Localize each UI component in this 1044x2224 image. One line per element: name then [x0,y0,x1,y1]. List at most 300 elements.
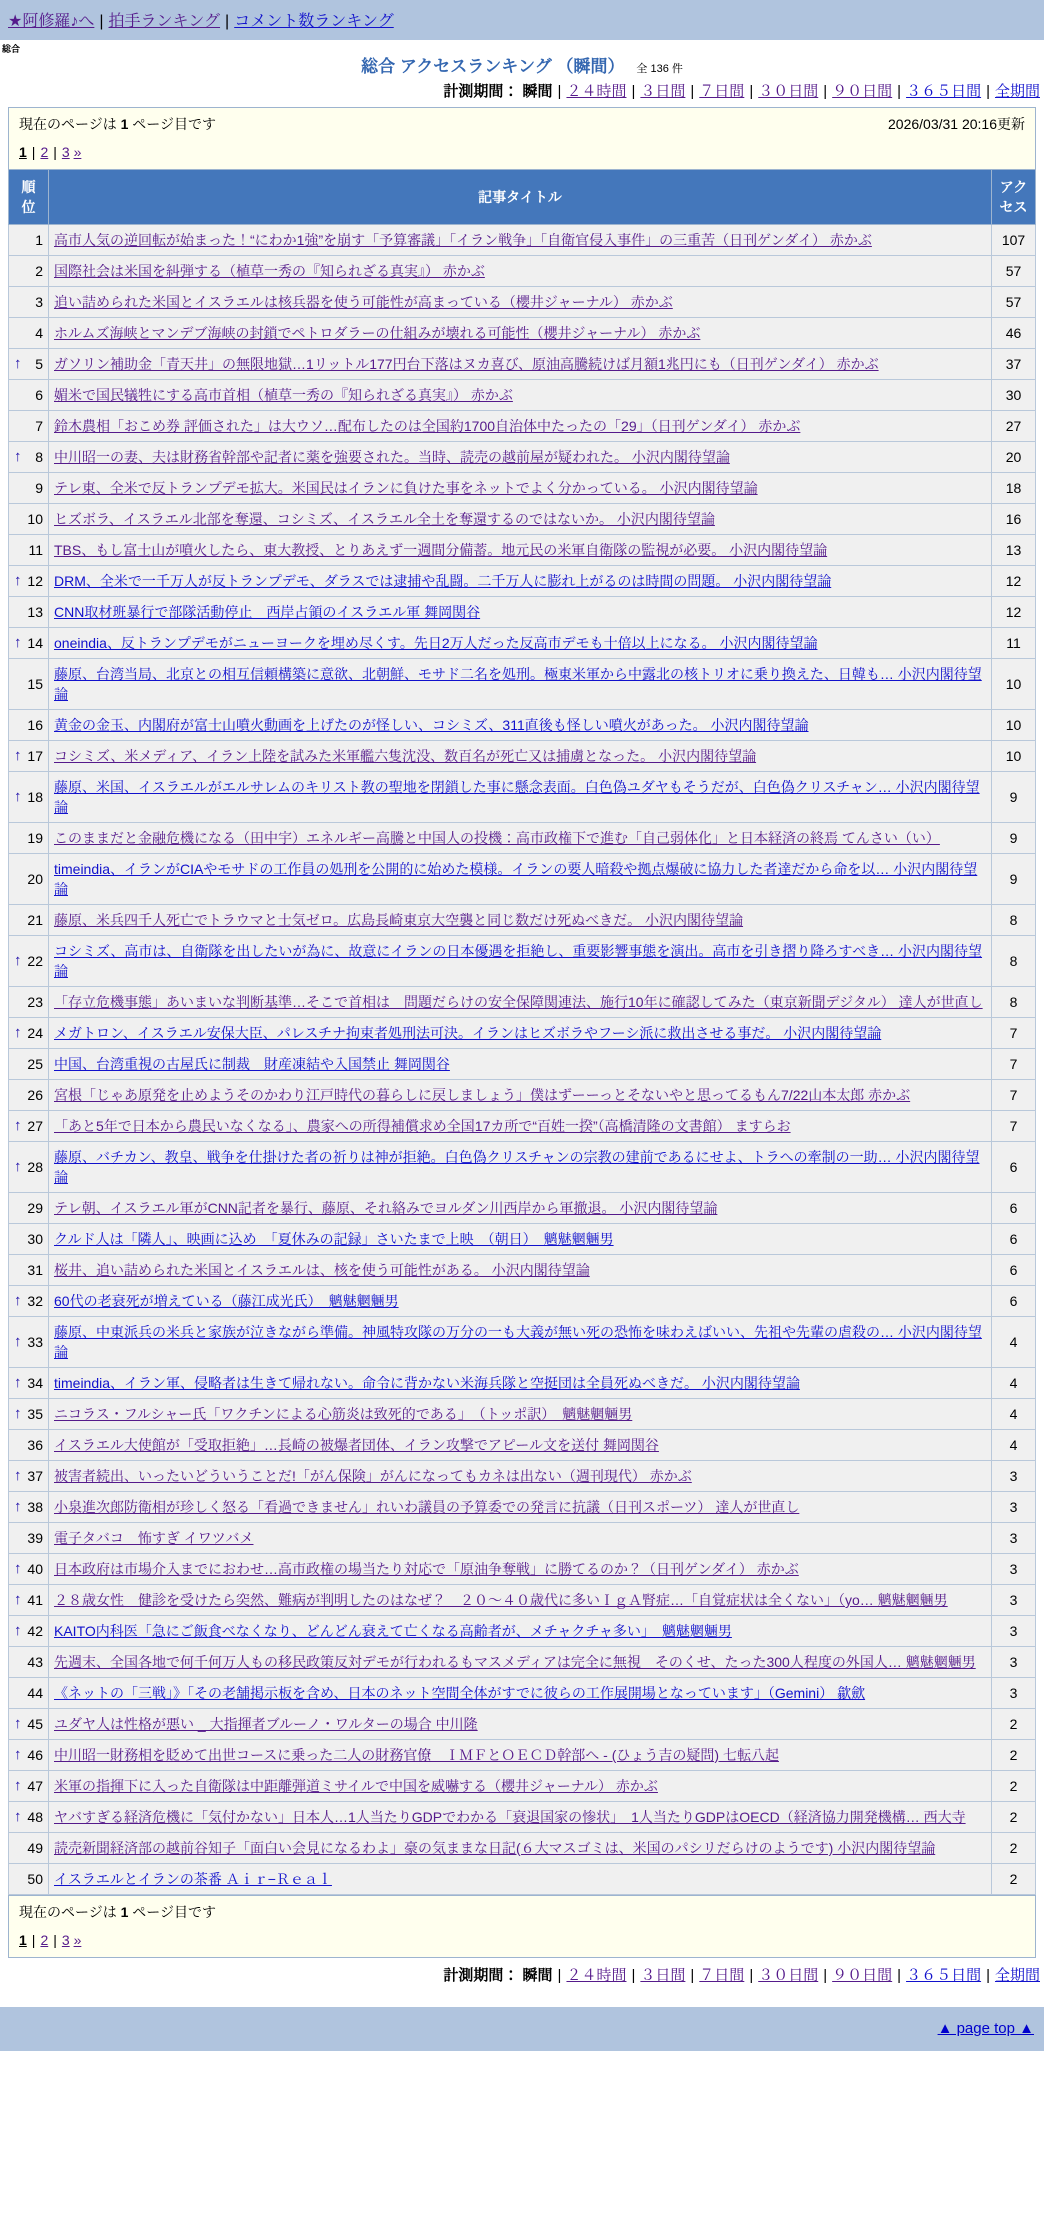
pagination-current-page[interactable]: 1 [19,144,27,160]
access-count: 2 [992,1833,1036,1864]
article-link[interactable]: ホルムズ海峡とマンデブ海峡の封鎖でペトロダラーの仕組みが壊れる可能性（櫻井ジャーナル） 赤かぶ [54,325,701,341]
table-row [9,1317,1036,1368]
table-row [9,1368,1036,1399]
access-count: 7 [992,1080,1036,1111]
article-link[interactable]: コシミズ、高市は、自衛隊を出したいが為に、故意にイランの日本優遇を拒絶し、重要影響事態を演出。高市を引き摺り降ろすべき… 小沢内閣待望論 [54,943,983,979]
article-link[interactable]: 小泉進次郎防衛相が珍しく怒る「看過できません」れいわ議員の予算委での発言に抗議（日刊スポーツ） 達人が世直し [54,1499,800,1515]
period-nav-top [0,79,1044,107]
table-row [9,659,1036,710]
table-row [9,628,1036,659]
article-title-cell [49,504,992,535]
access-count: 3 [992,1678,1036,1709]
rank-up-icon: ↑ [14,1560,22,1577]
article-link[interactable]: 藤原、米兵四千人死亡でトラウマと士気ゼロ。広島長崎東京大空襲と同じ数だけ死ぬべきだ。 小沢内閣待望論 [54,912,744,928]
rank-cell [9,854,49,905]
current-page-text: 現在のページは 1 ページ目です [19,116,217,132]
rank-number: 9 [35,480,43,496]
rank-up-icon: ↑ [14,1715,22,1732]
table-row [9,1523,1036,1554]
article-title-cell [49,905,992,936]
article-link[interactable]: 《ネットの「三戦」》「その老舗掲示板を含め、日本のネット空間全体がすでに彼らの工作展開場となっています」（Gemini） 歙歛 [54,1685,866,1701]
separator: | [225,13,230,30]
article-link[interactable]: 宮根「じゃあ原発を止めようそのかわり江戸時代の暮らしに戻しましょう」僕はずーーっとそないやと思ってるもん7/22山本太郎 赤かぶ [54,1087,911,1103]
rank-up-icon: ↑ [14,1777,22,1794]
page-info-box-bottom [8,1895,1036,1958]
rank-cell [9,1018,49,1049]
rank-cell [9,1616,49,1647]
rank-number: 34 [27,1375,43,1391]
article-title-cell [49,442,992,473]
period-link[interactable]: ７日間 [699,83,745,100]
article-title-cell [49,1492,992,1523]
rank-cell [9,987,49,1018]
title-column-header: 記事タイトル [49,170,992,225]
rank-number: 12 [27,573,43,589]
separator: | [897,1967,902,1984]
rank-cell [9,566,49,597]
article-link[interactable]: 藤原、米国、イスラエルがエルサレムのキリスト教の聖地を閉鎖した事に懸念表面。白色偽ユダヤもそうだが、白色偽クリスチャン… 小沢内閣待望論 [54,779,980,815]
rank-cell [9,535,49,566]
period-link[interactable]: ２４時間 [566,1967,627,1984]
rank-number: 45 [27,1716,43,1732]
access-count: 3 [992,1616,1036,1647]
article-link[interactable]: 藤原、台湾当局、北京との相互信頼構築に意欲、北朝鮮、モサド二名を処刑。極東米軍から中露北の核トリオに乗り換えた、日韓も… 小沢内閣待望論 [54,666,982,702]
page-info-box-top [8,107,1036,170]
access-count: 9 [992,772,1036,823]
period-link[interactable]: ３０日間 [758,1967,819,1984]
rank-cell [9,772,49,823]
pagination-page-link[interactable]: 2 [40,144,49,160]
article-link[interactable]: イスラエルとイランの茶番 Ａｉｒ−Ｒｅａｌ [54,1871,332,1887]
article-title-cell [49,1368,992,1399]
period-link[interactable]: ３日間 [640,1967,686,1984]
access-count: 2 [992,1802,1036,1833]
table-row [9,1616,1036,1647]
article-link[interactable]: 黄金の金玉、内閣府が富士山噴火動画を上げたのが怪しい、コシミズ、311直後も怪しい噴火があった。 小沢内閣待望論 [54,717,809,733]
access-count: 20 [992,442,1036,473]
table-row [9,411,1036,442]
access-count: 8 [992,905,1036,936]
article-title-cell [49,1049,992,1080]
article-title-cell [49,1255,992,1286]
period-link[interactable]: ２４時間 [566,83,627,100]
table-row [9,1049,1036,1080]
pagination-current-page[interactable]: 1 [19,1932,27,1948]
table-row [9,287,1036,318]
top-nav-link[interactable]: コメント数ランキング [234,13,394,30]
rank-cell [9,380,49,411]
table-row [9,1399,1036,1430]
access-count: 13 [992,535,1036,566]
ranking-rows [9,225,1036,1895]
table-row [9,1255,1036,1286]
table-row [9,1461,1036,1492]
period-link[interactable]: ３０日間 [758,83,819,100]
access-count: 2 [992,1864,1036,1895]
access-count: 4 [992,1399,1036,1430]
rank-cell [9,1585,49,1616]
article-link[interactable]: 読売新聞経済部の越前谷知子「面白い会見になるわよ」豪の気ままな日記(６大マスゴミは、米国のパシリだらけのようです) 小沢内閣待望論 [54,1840,936,1856]
access-count: 2 [992,1740,1036,1771]
access-count: 27 [992,411,1036,442]
article-title-cell [49,1018,992,1049]
page-top-link[interactable]: ▲ page top ▲ [937,2020,1034,2037]
table-row [9,349,1036,380]
article-link[interactable]: ガソリン補助金「青天井」の無限地獄…1リットル177円台下落はヌカ喜び、原油高騰続けば月額1兆円にも（日刊ゲンダイ） 赤かぶ [54,356,879,372]
article-title-cell [49,1317,992,1368]
article-title-cell [49,1554,992,1585]
rank-cell [9,1049,49,1080]
period-link[interactable]: ９０日間 [832,83,893,100]
article-title-cell [49,349,992,380]
table-row [9,1430,1036,1461]
rank-cell [9,1111,49,1142]
article-link[interactable]: コシミズ、米メディア、イラン上陸を試みた米軍艦六隻沈没、数百名が死亡又は捕虜となった。 小沢内閣待望論 [54,748,757,764]
rank-number: 16 [27,717,43,733]
article-link[interactable]: 鈴木農相「おこめ券 評価された」は大ウソ…配布したのは全国約1700自治体中たったの「29」（日刊ゲンダイ） 赤かぶ [54,418,801,434]
article-link[interactable]: メガトロン、イスラエル安保大臣、パレスチナ拘束者処刑法可決。イランはヒズボラやフーシ派に救出させる事だ。 小沢内閣待望論 [54,1025,882,1041]
access-column-header: アクセス [992,170,1036,225]
article-link[interactable]: 国際社会は米国を糾弾する（植草一秀の『知られざる真実』） 赤かぶ [54,263,485,279]
article-link[interactable]: DRM、全米で一千万人が反トランプデモ、ダラスでは逮捕や乱闘。二千万人に膨れ上がるのは時間の問題。 小沢内閣待望論 [54,573,832,589]
title-line [0,57,1044,79]
article-link[interactable]: TBS、もし富士山が噴火したら、東大教授、とりあえず一週間分備蓄。地元民の米軍自衛隊の監視が必要。 小沢内閣待望論 [54,542,828,558]
rank-number: 20 [27,871,43,887]
rank-up-icon: ↑ [14,1746,22,1763]
period-label: 計測期間： [443,1967,519,1984]
article-link[interactable]: ヒズボラ、イスラエル北部を奪還、コシミズ、イスラエル全土を奪還するのではないか。 小沢内閣待望論 [54,511,715,527]
article-link[interactable]: 藤原、中東派兵の米兵と家族が泣きながら準備。神風特攻隊の万分の一も大義が無い死の恐怖を味わえばいい、先祖や先輩の虐殺の… 小沢内閣待望論 [54,1324,982,1360]
separator: | [557,1967,562,1984]
article-link[interactable]: 米軍の指揮下に入った自衛隊は中距離弾道ミサイルで中国を威嚇する（櫻井ジャーナル） 赤かぶ [54,1778,658,1794]
access-count: 57 [992,287,1036,318]
article-link[interactable]: 中川昭一財務相を貶めて出世コースに乗った二人の財務官僚 ＩＭＦとＯＥＣＤ幹部へ - (ひょう吉の疑問) 七転八起 [54,1747,779,1763]
rank-number: 2 [35,263,43,279]
rank-up-icon: ↑ [14,952,22,969]
table-row [9,823,1036,854]
article-title-cell [49,566,992,597]
pagination-page-link[interactable]: 2 [40,1932,49,1948]
updated-timestamp: 2026/03/31 20:16更新 [888,116,1025,132]
rank-up-icon: ↑ [14,1808,22,1825]
article-link[interactable]: クルド人は「隣人」、映画に込め 「夏休みの記録」さいたまで上映 （朝日） 魑魅魍魎男 [54,1231,614,1247]
article-link[interactable]: 先週末、全国各地で何千何万人もの移民政策反対デモが行われるもマスメディアは完全に無視 そのくせ、たった300人程度の外国人… 魑魅魍魎男 [54,1654,976,1670]
rank-cell [9,1771,49,1802]
rank-cell [9,287,49,318]
rank-number: 24 [27,1025,43,1041]
rank-up-icon: ↑ [14,1498,22,1515]
access-count: 10 [992,741,1036,772]
table-row [9,1833,1036,1864]
rank-up-icon: ↑ [14,788,22,805]
article-link[interactable]: イスラエル大使館が「受取拒絶」…長崎の被爆者団体、イラン攻撃でアピール文を送付 舞岡関谷 [54,1437,659,1453]
rank-up-icon: ↑ [14,1622,22,1639]
table-row [9,597,1036,628]
period-link[interactable]: ３６５日間 [906,1967,982,1984]
rank-cell [9,318,49,349]
rank-cell [9,659,49,710]
rank-cell [9,905,49,936]
article-title-cell [49,225,992,256]
table-row [9,1142,1036,1193]
access-count: 10 [992,659,1036,710]
rank-number: 42 [27,1623,43,1639]
article-title-cell [49,772,992,823]
article-title-cell [49,1585,992,1616]
article-link[interactable]: テレ朝、イスラエル軍がCNN記者を暴行、藤原、それ絡みでヨルダン川西岸から軍撤退。 小沢内閣待望論 [54,1200,718,1216]
access-count: 9 [992,854,1036,905]
article-link[interactable]: timeindia、イランがCIAやモサドの工作員の処刑を公開的に始めた模様。イランの要人暗殺や拠点爆破に協力した者達だから命を以… 小沢内閣待望論 [54,861,978,897]
access-count: 57 [992,256,1036,287]
table-row [9,504,1036,535]
article-link[interactable]: 藤原、バチカン、教皇、戦争を仕掛けた者の祈りは神が拒絶。白色偽クリスチャンの宗教の建前であるにせよ、トラへの牽制の一助… 小沢内閣待望論 [54,1149,980,1185]
rank-cell [9,628,49,659]
article-link[interactable]: 60代の老衰死が増えている（藤江成光氏） 魑魅魍魎男 [54,1293,399,1309]
access-count: 4 [992,1317,1036,1368]
page-title: 総合 アクセスランキング （瞬間） [361,57,625,76]
article-title-cell [49,1399,992,1430]
rank-number: 47 [27,1778,43,1794]
article-title-cell [49,1111,992,1142]
table-row [9,1286,1036,1317]
article-title-cell [49,597,992,628]
rank-number: 44 [27,1685,43,1701]
article-link[interactable]: 「存立危機事態」あいまいな判断基準…そこで首相は 問題だらけの安全保障関連法、施行10年に確認してみた（東京新聞デジタル） 達人が世直し [54,994,983,1010]
rank-number: 36 [27,1437,43,1453]
access-count: 46 [992,318,1036,349]
rank-number: 49 [27,1840,43,1856]
article-title-cell [49,936,992,987]
rank-number: 26 [27,1087,43,1103]
period-link[interactable]: ９０日間 [832,1967,893,1984]
current-page-number: 1 [120,1904,129,1920]
table-row [9,256,1036,287]
rank-cell [9,1080,49,1111]
article-link[interactable]: 中国、台湾重視の古屋氏に制裁 財産凍結や入国禁止 舞岡関谷 [54,1056,450,1072]
access-count: 12 [992,597,1036,628]
rank-number: 1 [35,232,43,248]
article-title-cell [49,987,992,1018]
rank-up-icon: ↑ [14,1024,22,1041]
period-links [553,1967,1040,1984]
period-link[interactable]: ３日間 [640,83,686,100]
separator: | [897,83,902,100]
rank-cell [9,442,49,473]
article-link[interactable]: CNN取材班暴行で部隊活動停止 西岸占領のイスラエル軍 舞岡関谷 [54,604,481,620]
table-row [9,854,1036,905]
period-link[interactable]: 全期間 [994,83,1040,100]
rank-up-icon: ↑ [14,1117,22,1134]
rank-number: 22 [27,953,43,969]
rank-cell [9,1430,49,1461]
table-row [9,710,1036,741]
article-link[interactable]: 追い詰められた米国とイスラエルは核兵器を使う可能性が高まっている（櫻井ジャーナル） 赤かぶ [54,294,673,310]
article-link[interactable]: KAITO内科医「急にご飯食べなくなり、どんどん衰えて亡くなる高齢者が、メチャクチャ多い」 魑魅魍魎男 [54,1623,732,1639]
rank-cell [9,597,49,628]
article-title-cell [49,1616,992,1647]
article-link[interactable]: 「あと5年で日本から農民いなくなる」、農家への所得補償求め全国17カ所で“百姓一揆”（高橋清隆の文書館） ますらお [54,1118,791,1134]
article-title-cell [49,659,992,710]
separator: | [986,83,990,100]
rank-cell [9,1317,49,1368]
access-count: 4 [992,1430,1036,1461]
pagination-page-link[interactable]: 3 [61,1932,70,1948]
article-title-cell [49,1224,992,1255]
period-link[interactable]: 全期間 [994,1967,1040,1984]
table-row [9,473,1036,504]
ranking-table [8,169,1036,1895]
pagination-next-link[interactable]: » [73,144,82,160]
rank-number: 43 [27,1654,43,1670]
rank-number: 28 [27,1159,43,1175]
period-current: 瞬間 [522,83,553,100]
pagination-next-link[interactable]: » [73,1932,82,1948]
article-title-cell [49,741,992,772]
article-link[interactable]: 日本政府は市場介入までにおわせ…高市政権の場当たり対応で「原油争奪戦」に勝てるのか？（日刊ゲンダイ） 赤かぶ [54,1561,799,1577]
rank-number: 40 [27,1561,43,1577]
access-count: 8 [992,936,1036,987]
separator: | [31,144,36,160]
period-link[interactable]: ３６５日間 [906,83,982,100]
article-title-cell [49,380,992,411]
access-count: 7 [992,1049,1036,1080]
period-link[interactable]: ７日間 [699,1967,745,1984]
total-count: 全 136 件 [636,63,683,75]
access-count: 4 [992,1368,1036,1399]
separator: | [986,1967,990,1984]
table-row [9,1771,1036,1802]
article-title-cell [49,1740,992,1771]
rank-number: 23 [27,994,43,1010]
rank-number: 4 [35,325,43,341]
pagination-bottom [19,1931,1025,1949]
article-title-cell [49,473,992,504]
rank-cell [9,1554,49,1585]
article-link[interactable]: ニコラス・フルシャー氏「ワクチンによる心筋炎は致死的である」 （トッポ訳） 魑魅魍魎男 [54,1406,633,1422]
table-row [9,1864,1036,1895]
table-row [9,741,1036,772]
article-link[interactable]: ヤバすぎる経済危機に「気付かない」日本人…1人当たりGDPでわかる「衰退国家の惨状」 1人当たりGDPはOECD（経済協力開発機構… 西大寺 [54,1809,966,1825]
rank-up-icon: ↑ [14,634,22,651]
table-row [9,380,1036,411]
article-link[interactable]: oneindia、反トランプデモがニューヨークを埋め尽くす。先日2万人だった反高市デモも十倍以上になる。 小沢内閣待望論 [54,635,818,651]
access-count: 3 [992,1585,1036,1616]
rank-number: 48 [27,1809,43,1825]
access-count: 11 [992,628,1036,659]
article-link[interactable]: 電子タバコ 怖すぎ イワツバメ [54,1530,254,1546]
access-count: 9 [992,823,1036,854]
rank-number: 29 [27,1200,43,1216]
pagination-page-link[interactable]: 3 [61,144,70,160]
article-title-cell [49,1193,992,1224]
rank-cell [9,349,49,380]
access-count: 3 [992,1554,1036,1585]
rank-up-icon: ↑ [14,355,22,372]
access-count: 7 [992,1018,1036,1049]
period-current: 瞬間 [522,1967,553,1984]
access-count: 3 [992,1523,1036,1554]
article-link[interactable]: 被害者続出、いったいどういうことだ!「がん保険」がんになってもカネは出ない（週刊現代） 赤かぶ [54,1468,692,1484]
article-title-cell [49,1286,992,1317]
separator: | [631,83,636,100]
table-row [9,1224,1036,1255]
article-link[interactable]: ２８歳女性 健診を受けたら突然、難病が判明したのはなぜ？ ２０～４０歳代に多いＩｇＡ腎症…「自覚症状は全くない」（yo… 魑魅魍魎男 [54,1592,948,1608]
rank-number: 25 [27,1056,43,1072]
table-row [9,1554,1036,1585]
rank-cell [9,1740,49,1771]
article-link[interactable]: このままだと金融危機になる（田中宇）エネルギー高騰と中国人の投機：高市政権下で進む「自己弱体化」と日本経済の終焉 てんさい（い） [54,830,940,846]
rank-number: 41 [27,1592,43,1608]
access-count: 2 [992,1771,1036,1802]
rank-up-icon: ↑ [14,1591,22,1608]
article-title-cell [49,411,992,442]
rank-cell [9,1802,49,1833]
rank-up-icon: ↑ [14,448,22,465]
rank-number: 39 [27,1530,43,1546]
rank-number: 37 [27,1468,43,1484]
top-nav-bar [0,0,1044,40]
table-row [9,987,1036,1018]
period-nav-bottom [0,1958,1044,1991]
page-top-bar [0,2007,1044,2051]
rank-up-icon: ↑ [14,1333,22,1350]
rank-up-icon: ↑ [14,572,22,589]
rank-up-icon: ↑ [14,1467,22,1484]
rank-cell [9,504,49,535]
rank-number: 5 [35,356,43,372]
access-count: 8 [992,987,1036,1018]
article-link[interactable]: テレ東、全米で反トランプデモ拡大。米国民はイランに負けた事をネットでよく分かっている。 小沢内閣待望論 [54,480,758,496]
article-title-cell [49,1771,992,1802]
rank-number: 31 [27,1262,43,1278]
article-title-cell [49,1142,992,1193]
rank-number: 35 [27,1406,43,1422]
article-link[interactable]: 高市人気の逆回転が始まった！“にわか1強”を崩す「予算審議」「イラン戦争」「自衛官侵入事件」の三重苦（日刊ゲンダイ） 赤かぶ [54,232,872,248]
rank-number: 11 [28,542,43,558]
top-nav-link[interactable]: 拍手ランキング [108,13,221,30]
article-link[interactable]: 媚米で国民犠牲にする高市首相（植草一秀の『知られざる真実』） 赤かぶ [54,387,513,403]
access-count: 10 [992,710,1036,741]
rank-column-header: 順位 [9,170,49,225]
rank-cell [9,1864,49,1895]
rank-up-icon: ↑ [14,1405,22,1422]
rank-cell [9,1833,49,1864]
rank-cell [9,1709,49,1740]
rank-up-icon: ↑ [14,1292,22,1309]
access-count: 6 [992,1193,1036,1224]
article-title-cell [49,1430,992,1461]
article-title-cell [49,1678,992,1709]
article-link[interactable]: 桜井、追い詰められた米国とイスラエルは、核を使う可能性がある。 小沢内閣待望論 [54,1262,590,1278]
access-count: 6 [992,1224,1036,1255]
access-count: 6 [992,1286,1036,1317]
table-row [9,225,1036,256]
rank-cell [9,411,49,442]
rank-cell [9,1461,49,1492]
table-row [9,1111,1036,1142]
table-row [9,1193,1036,1224]
table-row [9,1492,1036,1523]
rank-cell [9,1224,49,1255]
article-link[interactable]: ユダヤ人は性格が悪い _ 大指揮者ブルーノ・ワルターの場合 中川隆 [54,1716,478,1732]
access-count: 37 [992,349,1036,380]
article-link[interactable]: timeindia、イラン軍、侵略者は生きて帰れない。命令に背かない米海兵隊と空挺団は全員死ぬべきだ。 小沢内閣待望論 [54,1375,800,1391]
period-links [553,83,1040,100]
top-nav-link[interactable]: ★阿修羅♪へ [8,13,95,30]
article-link[interactable]: 中川昭一の妻、夫は財務省幹部や記者に薬を強要された。当時、読売の越前屋が疑われた。 小沢内閣待望論 [54,449,730,465]
access-count: 6 [992,1255,1036,1286]
rank-cell [9,1647,49,1678]
